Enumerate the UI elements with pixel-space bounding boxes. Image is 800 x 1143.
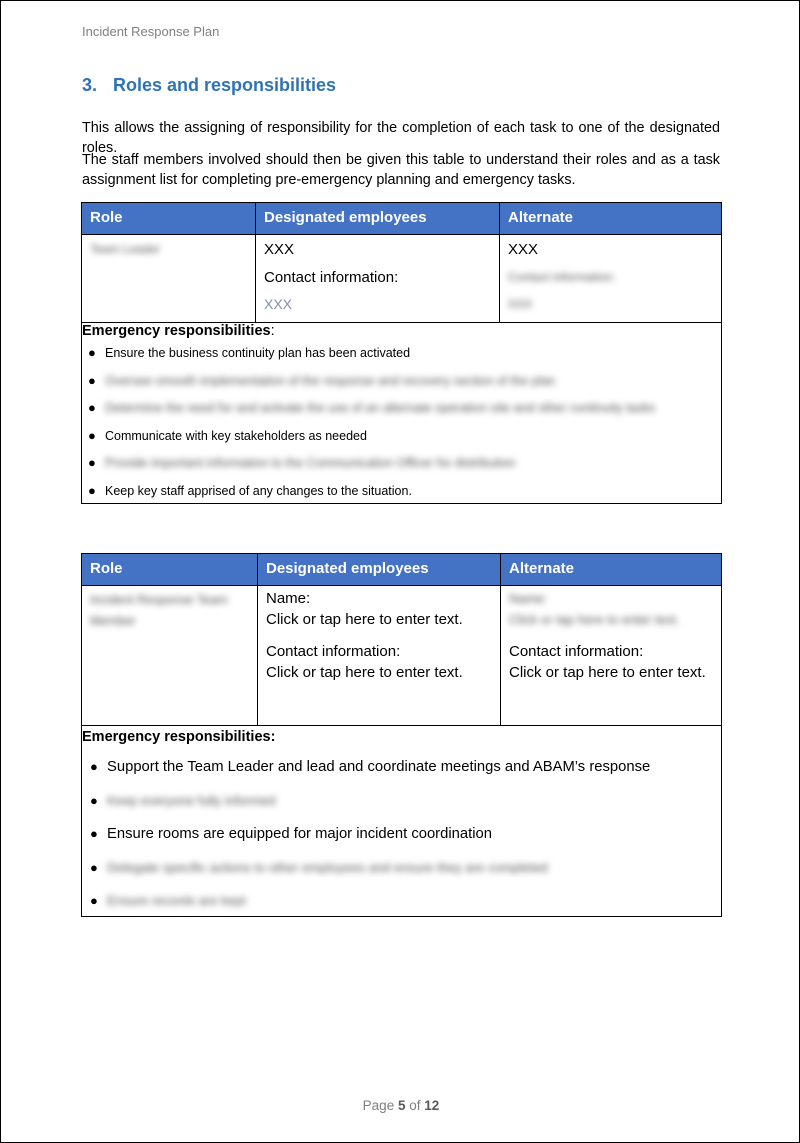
responsibilities-list bbox=[82, 757, 721, 913]
list-item: ● Determine the need for and activate the use of an alternate operation site and other continuity tasks bbox=[88, 400, 656, 415]
role-name: Team Leader bbox=[90, 242, 161, 256]
header-role: Role bbox=[82, 203, 256, 235]
table-row bbox=[82, 586, 722, 726]
alternate-name: XXX bbox=[508, 241, 539, 258]
designated-name: XXX bbox=[264, 241, 295, 258]
responsibilities-row bbox=[82, 726, 722, 917]
responsibilities-cell: Emergency responsibilities: ● Ensure the business continuity plan has been activated ● Oversee smooth implementation of the response and recovery section of the plan ● Determine the need for and activate the use of an alternate operation site and other continuity tasks ● Communicate with key stakeholders as needed ● Provide important information to the Communication Officer for distribution ● Keep key staff apprised of any changes to the situation. bbox=[82, 323, 722, 504]
bullet-icon: ● bbox=[88, 482, 96, 498]
list-item: ● Keep key staff apprised of any changes to the situation. bbox=[88, 482, 412, 498]
role-name: Incident Response Team Member bbox=[90, 593, 228, 628]
section-number: 3. bbox=[82, 75, 98, 95]
bullet-icon: ● bbox=[88, 345, 96, 360]
alternate-name-label: Name: bbox=[509, 591, 548, 606]
paragraph-staff: The staff members involved should then be given this table to understand their roles and as a task assignment list for completing pre-emergency planning and emergency tasks. bbox=[82, 152, 720, 188]
responsibilities-row bbox=[82, 323, 722, 504]
list-item: ● Ensure records are kept bbox=[82, 891, 721, 913]
alternate-contact-label: Contact information: bbox=[508, 270, 616, 284]
alternate-cell[interactable] bbox=[501, 586, 722, 726]
designated-cell[interactable] bbox=[256, 235, 500, 323]
running-header: Incident Response Plan bbox=[82, 24, 220, 39]
alternate-contact-label: Contact information: bbox=[509, 643, 644, 660]
responsibilities-cell bbox=[82, 726, 722, 917]
page-footer bbox=[1, 1098, 800, 1113]
bullet-icon: ● bbox=[90, 759, 98, 774]
responsibilities-list bbox=[82, 345, 721, 503]
list-item: ● Support the Team Leader and lead and coordinate meetings and ABAM’s response bbox=[90, 759, 651, 775]
role-cell bbox=[82, 586, 258, 726]
header-designated: Designated employees bbox=[256, 203, 500, 235]
role-cell bbox=[82, 235, 256, 323]
page-label: Page bbox=[362, 1098, 395, 1113]
list-item: ● Communicate with key stakeholders as needed bbox=[88, 427, 367, 443]
header-role: Role bbox=[82, 554, 258, 586]
section-heading bbox=[82, 75, 336, 96]
table-header-row bbox=[82, 554, 722, 586]
alternate-contact-value: XXX bbox=[508, 297, 533, 311]
header-alternate: Alternate bbox=[500, 203, 722, 235]
responsibilities-title: Emergency responsibilities bbox=[82, 323, 271, 339]
bullet-icon: ● bbox=[90, 792, 98, 808]
designated-name-label: Name: bbox=[266, 590, 311, 607]
list-item: ● Ensure rooms are equipped for major incident coordination bbox=[90, 826, 492, 843]
list-item: ● Delegate specific actions to other employees and ensure they are completed bbox=[82, 858, 721, 892]
alternate-cell[interactable] bbox=[500, 235, 722, 323]
bullet-icon: ● bbox=[90, 859, 98, 875]
designated-contact-value: XXX bbox=[264, 296, 293, 312]
header-designated: Designated employees bbox=[258, 554, 501, 586]
bullet-icon: ● bbox=[88, 372, 96, 388]
page-total: 12 bbox=[424, 1098, 440, 1113]
list-item: ● Provide important information to the Communication Officer for distribution bbox=[88, 455, 516, 470]
designated-contact-label: Contact information: bbox=[266, 643, 401, 660]
table-header-row bbox=[82, 203, 722, 235]
section-title: Roles and responsibilities bbox=[113, 75, 337, 95]
bullet-icon: ● bbox=[90, 893, 98, 909]
table-row bbox=[82, 235, 722, 323]
alternate-name-input[interactable]: Click or tap here to enter text. bbox=[509, 612, 680, 627]
roles-table-team-member bbox=[81, 553, 722, 917]
list-item: ● Oversee smooth implementation of the response and recovery section of the plan bbox=[88, 372, 556, 388]
paragraph-intro: This allows the assigning of responsibility for the completion of each task to one of the designated roles. bbox=[82, 120, 720, 156]
bullet-icon: ● bbox=[88, 400, 96, 415]
header-alternate: Alternate bbox=[501, 554, 722, 586]
designated-name-input[interactable]: Click or tap here to enter text. bbox=[266, 611, 463, 628]
list-item: ● Ensure the business continuity plan has been activated bbox=[88, 345, 411, 360]
bullet-icon: ● bbox=[88, 427, 96, 443]
designated-contact-input[interactable]: Click or tap here to enter text. bbox=[266, 664, 463, 681]
bullet-icon: ● bbox=[90, 826, 98, 842]
designated-cell[interactable] bbox=[258, 586, 501, 726]
roles-table-team-leader bbox=[81, 202, 722, 504]
list-item: ● Keep everyone fully informed bbox=[82, 791, 721, 825]
bullet-icon: ● bbox=[88, 455, 96, 470]
designated-contact-label: Contact information: bbox=[264, 269, 399, 286]
page-current: 5 bbox=[397, 1098, 406, 1113]
alternate-contact-input[interactable]: Click or tap here to enter text. bbox=[509, 664, 706, 681]
page-of-label: of bbox=[409, 1098, 421, 1113]
responsibilities-title: Emergency responsibilities: bbox=[82, 729, 276, 745]
